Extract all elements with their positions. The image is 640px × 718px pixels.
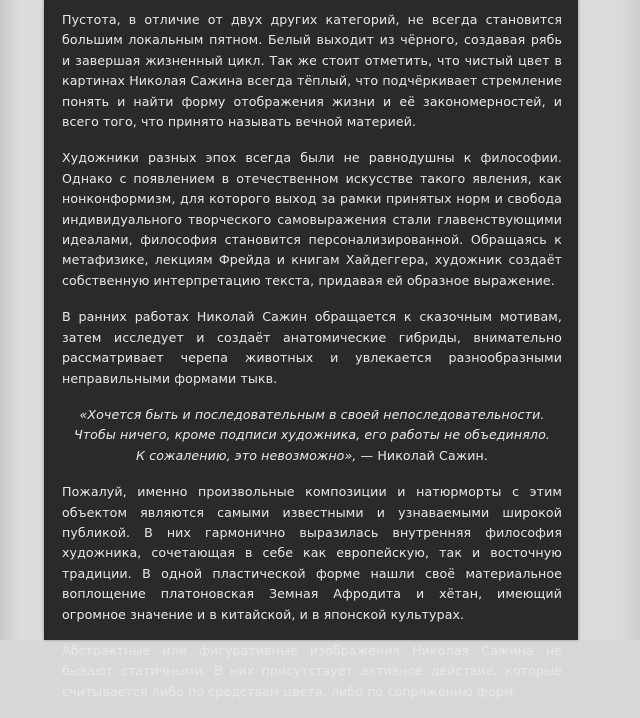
- paragraph-4: Пожалуй, именно произвольные композиции и натюрморты с этим объектом являются самыми известными и узнаваемыми широкой публикой. В них гармонично выразилась внутренняя философия художника, сочетающая в себе как европейскую, так и восточную традиции. В одной пластической форме нашли своё материальное воплощение платоновская Земная Афродита и хётан, имеющий огромное значение и в китайской, и в японской культурах.: [62, 484, 562, 622]
- text-panel: [44, 0, 578, 699]
- paragraph-1: Пустота, в отличие от двух других категорий, не всегда становится большим локальным пятном. Белый выходит из чёрного, создавая рябь и завершая жизненный цикл. Так же стоит отметить, что чистый цвет в картинах Николая Сажина всегда тёплый, что подчёркивает стремление понять и найти форму отображения жизни и её закономерностей, и всего того, что принято называть вечной материей.: [62, 12, 562, 130]
- paragraph-5: Абстрактные или фигуративные изображения Николая Сажина не бывают статичными. В них присутствует активное действие, которые считывается либо по средствам цвета, либо по сопряжению форм.: [62, 642, 562, 699]
- paragraph-2: Художники разных эпох всегда были не равнодушны к философии. Однако с появлением в отечественном искусстве такого явления, как нонконформизм, для которого выход за рамки принятых норм и свобода индивидуального творческого самовыражения стали главенствующими идеалами, философия становится персонализированной. Обращаясь к метафизике, лекциям Фрейда и книгам Хайдеггера, художник создаёт собственную интерпретацию текста, придавая ей образное выражение.: [62, 150, 562, 288]
- quote-text: «Хочется быть и последовательным в своей непоследовательности. Чтобы ничего, кроме подписи художника, его работы не объединяло. К сожалению, это невозможно»,: [74, 406, 550, 463]
- article-text: [62, 10, 562, 718]
- quote-attribution: — Николай Сажин.: [356, 447, 488, 463]
- paragraph-3: В ранних работах Николай Сажин обращается к сказочным мотивам, затем исследует и создаёт анатомические гибриды, внимательно рассматривает черепа животных и увлекается разнообразными неправильными формами тыкв.: [62, 309, 562, 386]
- quote: [68, 405, 556, 466]
